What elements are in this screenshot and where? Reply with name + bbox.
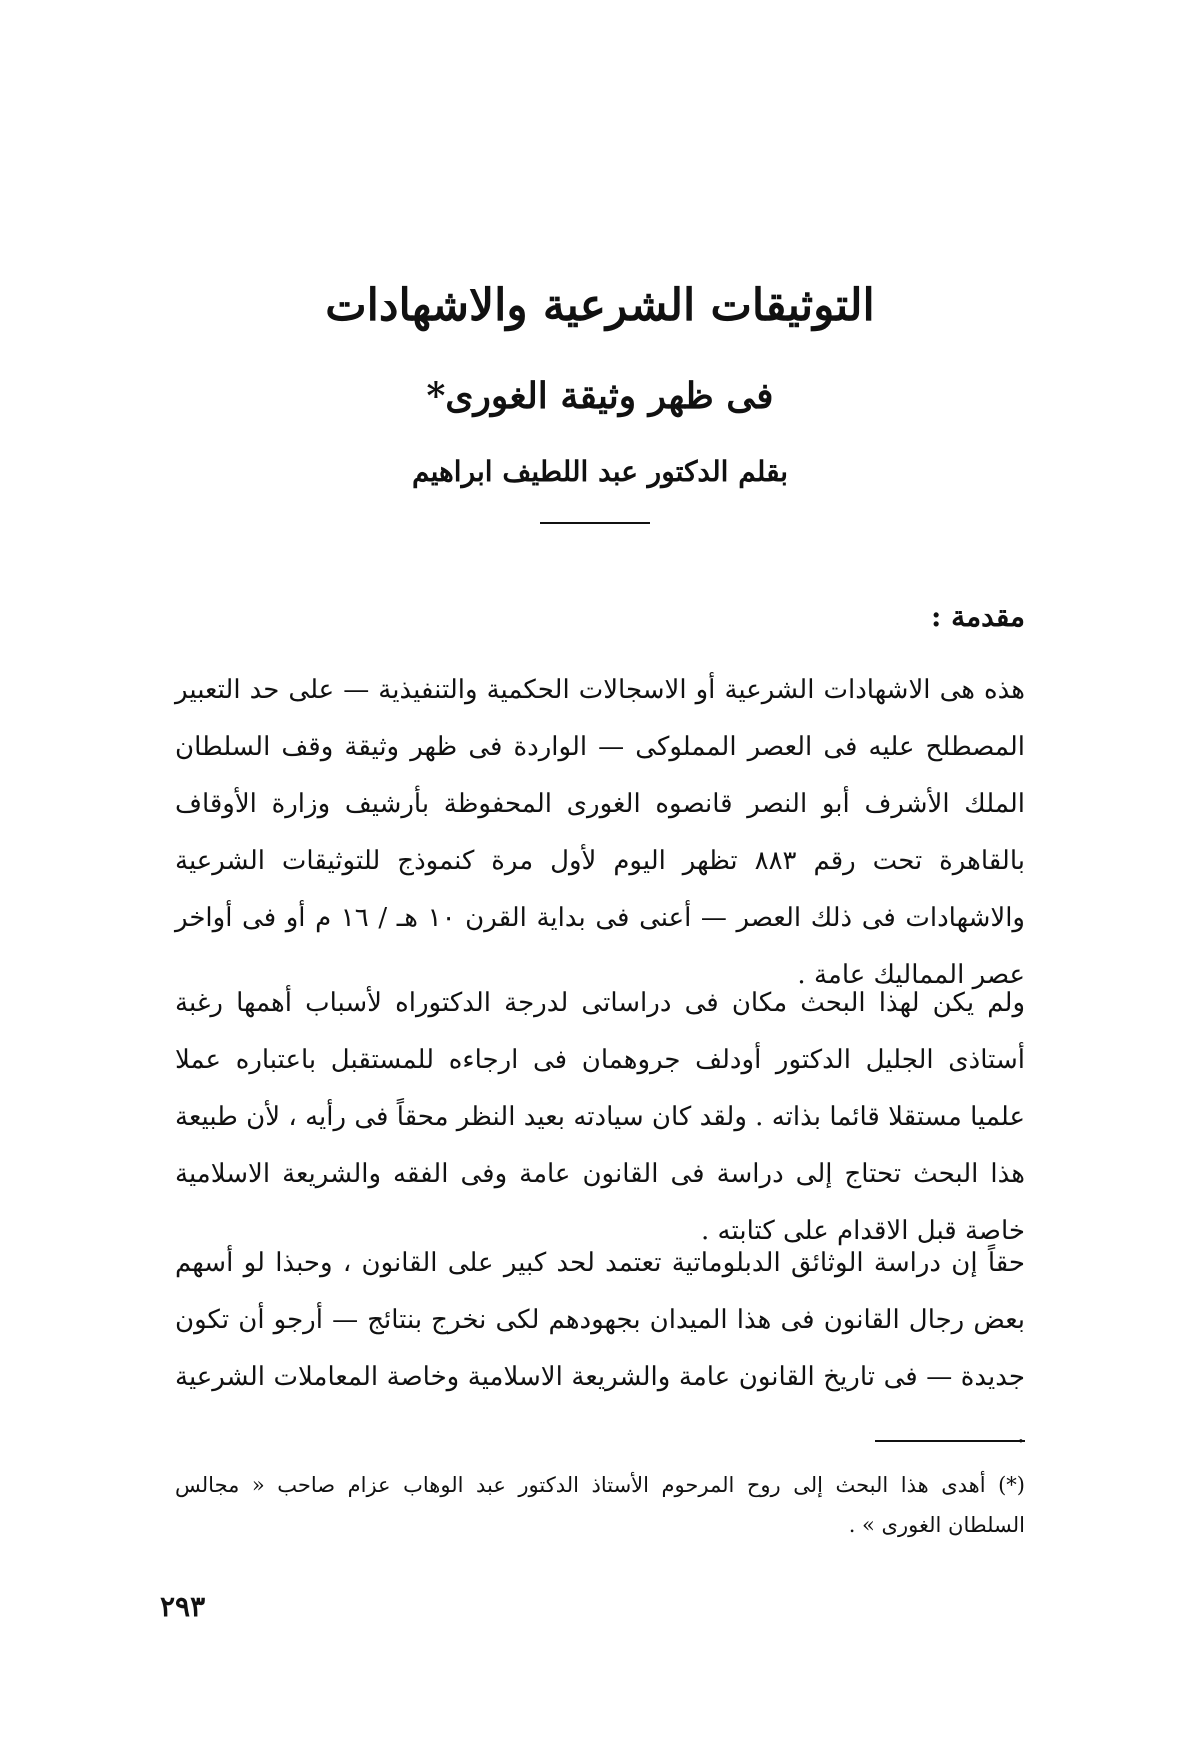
paragraph-1: هذه هى الاشهادات الشرعية أو الاسجالات الحكمية والتنفيذية — على حد التعبير المصطلح عليه فى العصر المملوكى — الواردة فى ظهر وثيقة وقف السلطان الملك الأشرف أبو النصر قانصوه الغورى المحفوظة بأرشيف وزارة الأوقاف بالقاهرة تحت رقم ٨٨٣ تظهر اليوم لأول مرة كنموذج للتوثيقات الشرعية والاشهادات فى ذلك العصر — أعنى فى بداية القرن ١٠ هـ / ١٦ م أو فى أواخر عصر المماليك عامة . bbox=[175, 675, 1025, 990]
page-number: ٢٩٣ bbox=[160, 1590, 206, 1623]
article-subtitle: فى ظهر وثيقة الغورى* bbox=[426, 375, 774, 417]
title-divider bbox=[540, 522, 650, 524]
footnote: (*) أهدى هذا البحث إلى روح المرحوم الأستاذ الدكتور عبد الوهاب عزام صاحب « مجالس السلطان الغورى » . bbox=[175, 1473, 1025, 1537]
paragraph-3: حقاً إن دراسة الوثائق الدبلوماتية تعتمد لحد كبير على القانون ، وحبذا لو أسهم بعض رجال القانون فى هذا الميدان بجهودهم لكى نخرج بنتائج — أرجو أن تكون جديدة — فى تاريخ القانون عامة والشريعة الاسلامية وخاصة المعاملات الشرعية . bbox=[175, 1248, 1025, 1449]
section-heading: مقدمة : bbox=[931, 600, 1025, 633]
article-title: التوثيقات الشرعية والاشهادات bbox=[325, 280, 875, 331]
footnote-divider bbox=[875, 1440, 1025, 1442]
paragraph-2: ولم يكن لهذا البحث مكان فى دراساتى لدرجة الدكتوراه لأسباب أهمها رغبة أستاذى الجليل الدكتور أودلف جروهمان فى ارجاءه للمستقبل باعتباره عملا علميا مستقلا قائما بذاته . ولقد كان سيادته بعيد النظر محقاً فى رأيه ، لأن طبيعة هذا البحث تحتاج إلى دراسة فى القانون عامة وفى الفقه والشريعة الاسلامية خاصة قبل الاقدام على كتابته . bbox=[175, 988, 1025, 1246]
author-byline: بقلم الدكتور عبد اللطيف ابراهيم bbox=[411, 455, 789, 488]
